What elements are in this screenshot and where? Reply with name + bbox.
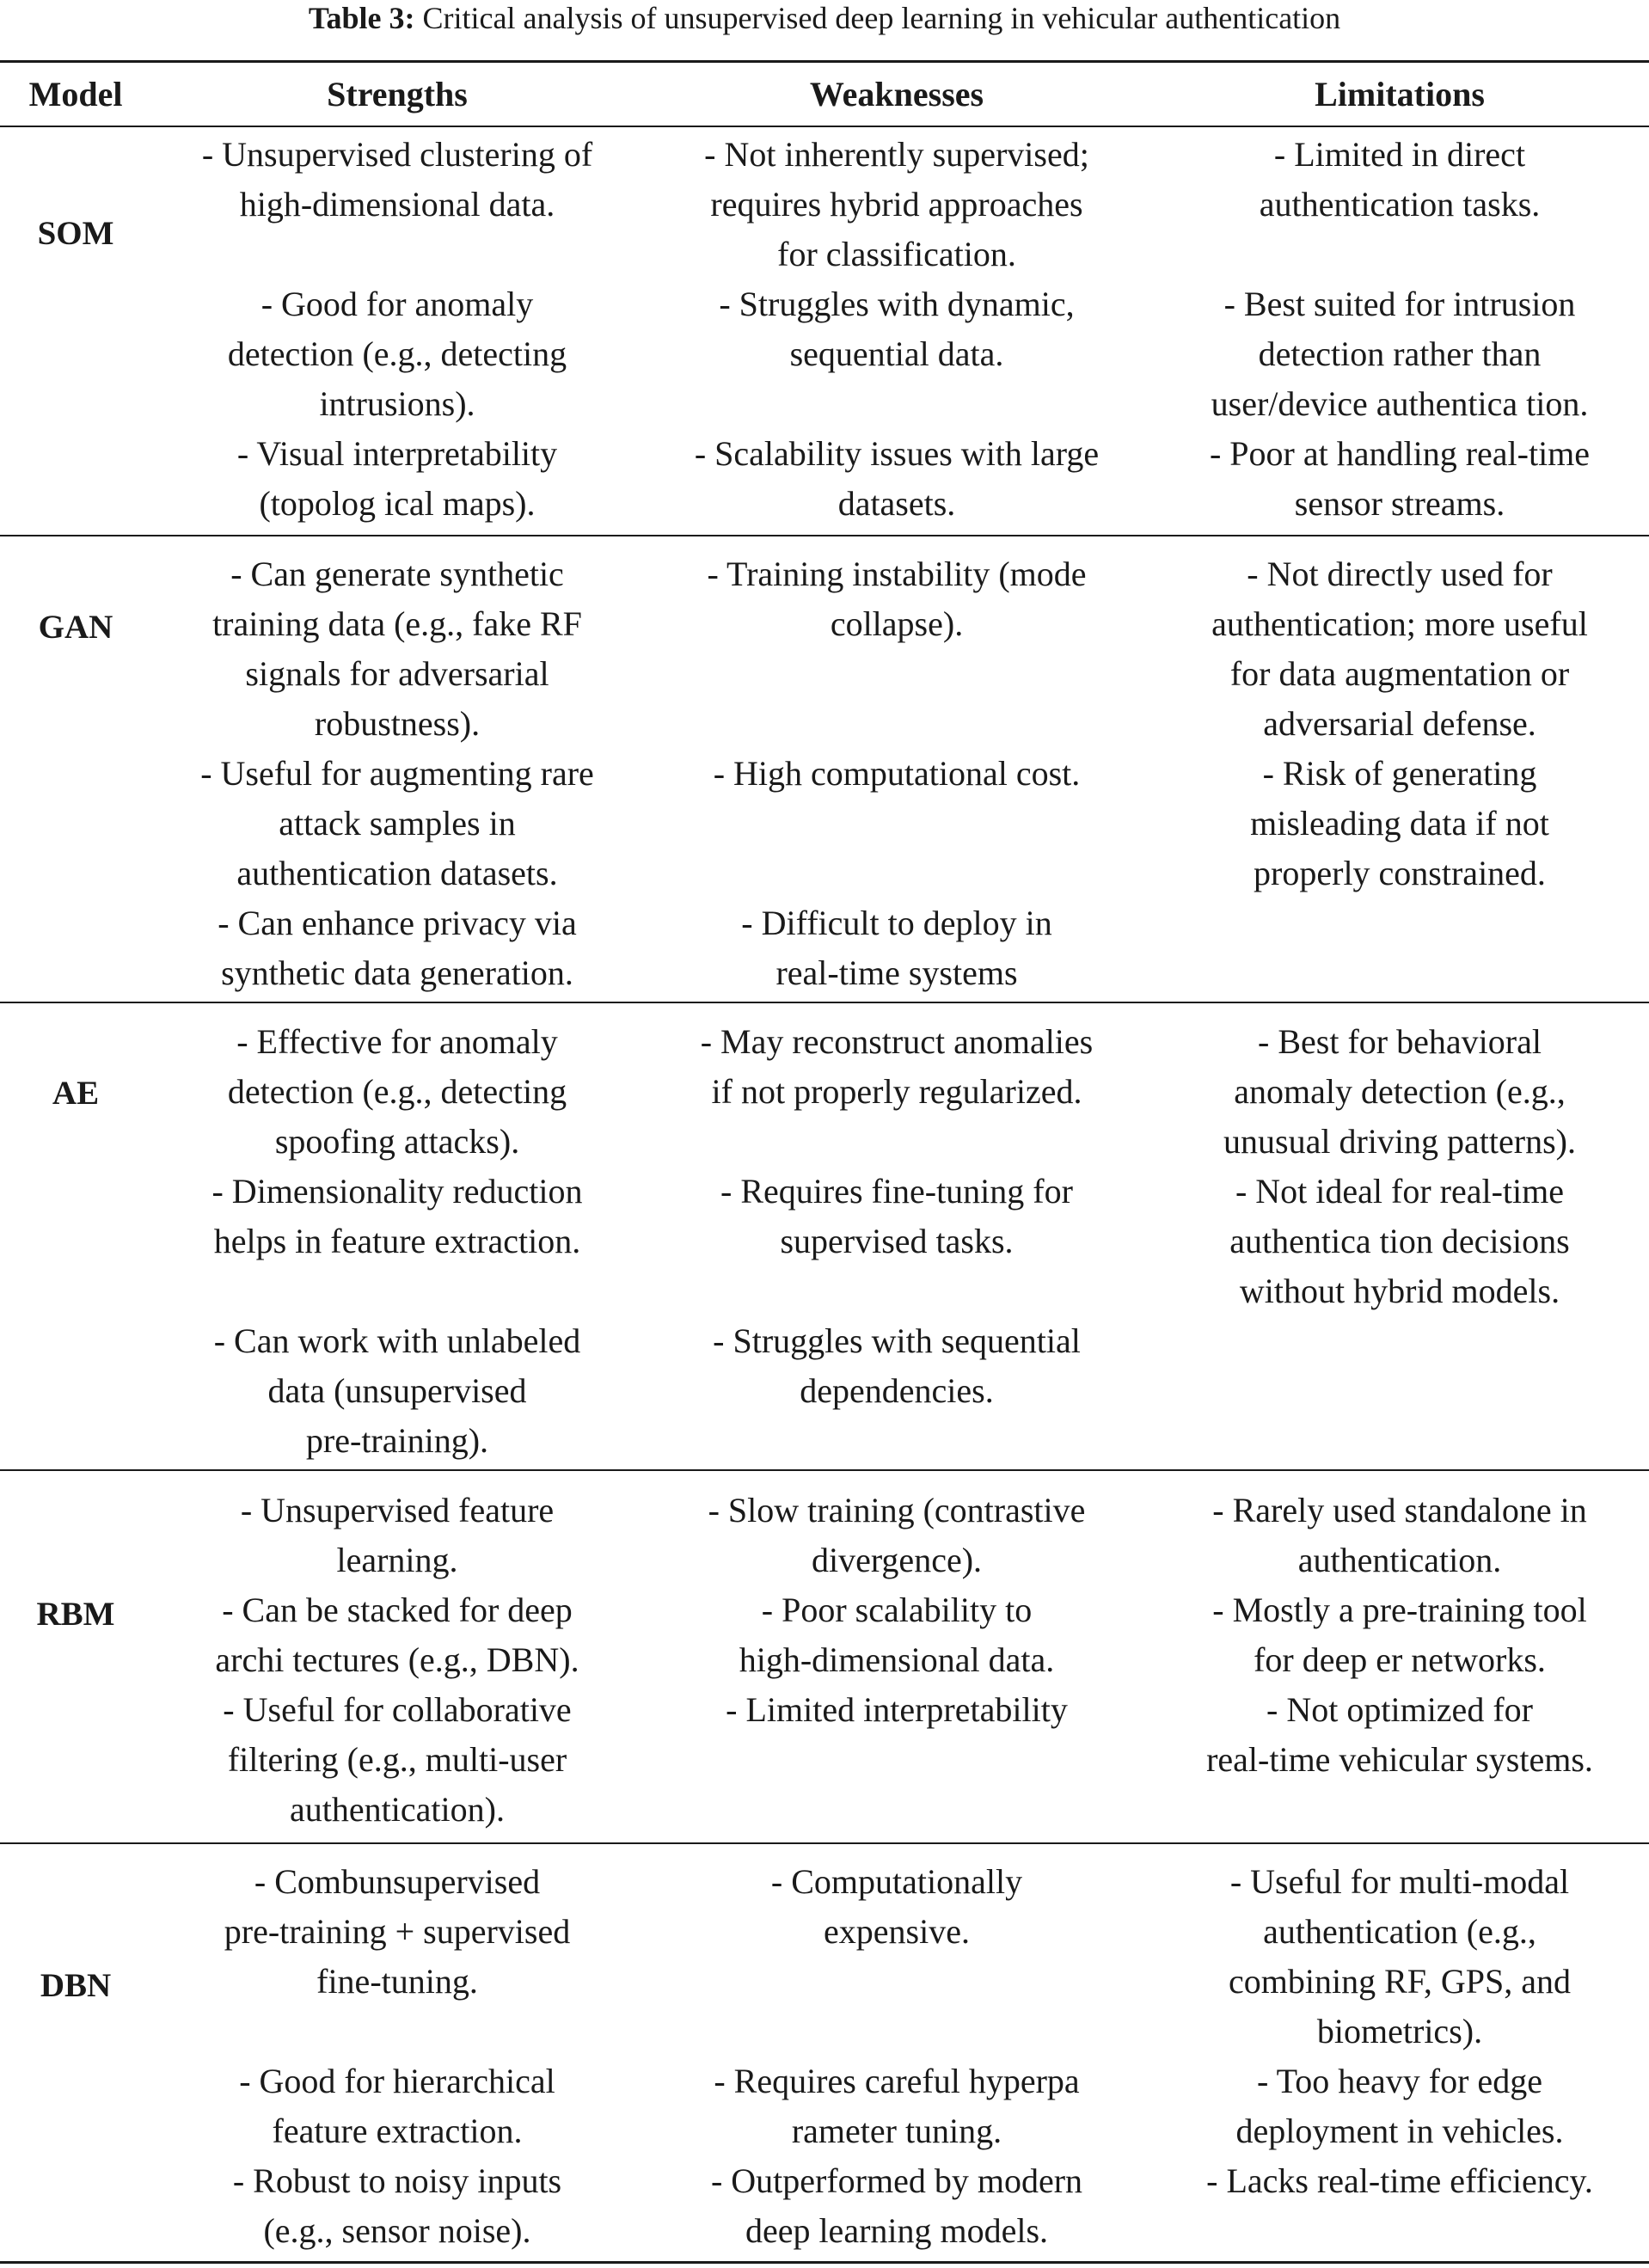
- cell-line: sequential data.: [789, 334, 1004, 373]
- cell-line: archi tectures (e.g., DBN).: [215, 1640, 579, 1679]
- cell-line: - Unsupervised clustering of: [201, 135, 593, 174]
- row-rbm-strengths-item: [151, 1486, 643, 1585]
- cell-line: spoofing attacks).: [274, 1122, 520, 1161]
- row-rbm-limitations-item: [1150, 1585, 1649, 1685]
- cell-line: sensor streams.: [1294, 484, 1505, 523]
- cell-line: rameter tuning.: [791, 2112, 1002, 2150]
- cell-line: for deep er networks.: [1254, 1640, 1546, 1679]
- header-model: Model: [28, 75, 123, 113]
- row-ae-bottom-rule: [0, 1469, 1649, 1471]
- cell-line: - Poor scalability to: [761, 1591, 1033, 1629]
- row-rbm-weaknesses-item: [643, 1585, 1150, 1685]
- cell-line: - Combunsupervised: [254, 1862, 541, 1901]
- cell-line: signals for adversarial: [245, 654, 549, 693]
- cell-line: adversarial defense.: [1263, 704, 1536, 743]
- cell-line: biometrics).: [1316, 2012, 1483, 2050]
- cell-line: pre-training + supervised: [224, 1912, 571, 1951]
- row-gan-limitations-item: [1150, 549, 1649, 749]
- cell-line: authentication tasks.: [1259, 185, 1541, 224]
- cell-line: - Difficult to deploy in: [741, 904, 1052, 942]
- cell-line: authentica tion decisions: [1229, 1222, 1570, 1260]
- cell-line: - Useful for collaborative: [223, 1690, 572, 1729]
- cell-line: - Robust to noisy inputs: [232, 2161, 562, 2200]
- cell-line: training data (e.g., fake RF: [212, 604, 582, 643]
- header-weaknesses: Weaknesses: [809, 75, 984, 113]
- row-som-model: SOM: [37, 215, 114, 252]
- row-gan-strengths-item: [151, 898, 643, 998]
- cell-line: properly constrained.: [1254, 854, 1546, 892]
- cell-line: - Requires careful hyperpa: [714, 2062, 1080, 2100]
- cell-line: fine-tuning.: [316, 1962, 478, 2001]
- row-dbn-strengths-item: [151, 2156, 643, 2256]
- header-rule: [0, 126, 1649, 127]
- row-gan-weaknesses-item: [643, 749, 1150, 799]
- row-rbm-weaknesses-item: [643, 1685, 1150, 1735]
- cell-line: collapse).: [830, 604, 964, 643]
- cell-line: detection (e.g., detecting: [227, 1072, 567, 1111]
- cell-line: - Risk of generating: [1262, 754, 1537, 793]
- row-ae-weaknesses-item: [643, 1167, 1150, 1266]
- row-ae-weaknesses-item: [643, 1017, 1150, 1117]
- row-rbm-weaknesses-item: [643, 1486, 1150, 1585]
- table-caption: [0, 0, 1649, 36]
- cell-line: - Rarely used standalone in: [1212, 1491, 1587, 1529]
- cell-line: - Good for hierarchical: [239, 2062, 555, 2100]
- cell-line: user/device authentica tion.: [1211, 384, 1589, 423]
- cell-line: - Limited interpretability: [726, 1690, 1068, 1729]
- cell-line: authentication (e.g.,: [1263, 1912, 1536, 1951]
- row-dbn-bottom-rule: [0, 2261, 1649, 2264]
- cell-line: - Limited in direct: [1273, 135, 1526, 174]
- cell-line: learning.: [336, 1541, 458, 1579]
- cell-line: for data augmentation or: [1229, 654, 1570, 693]
- cell-line: unusual driving patterns).: [1223, 1122, 1576, 1161]
- cell-line: synthetic data generation.: [221, 953, 573, 992]
- cell-line: real-time vehicular systems.: [1206, 1740, 1593, 1779]
- cell-line: pre-training).: [305, 1421, 489, 1460]
- cell-line: - Dimensionality reduction: [211, 1172, 583, 1211]
- cell-line: - Good for anomaly: [261, 285, 534, 323]
- cell-line: authentication datasets.: [236, 854, 558, 892]
- caption-label: Table 3:: [308, 1, 415, 35]
- cell-line: - Struggles with dynamic,: [719, 285, 1075, 323]
- row-som-bottom-rule: [0, 535, 1649, 536]
- cell-line: - Struggles with sequential: [713, 1321, 1081, 1360]
- cell-line: combining RF, GPS, and: [1229, 1962, 1571, 2001]
- row-dbn-limitations-item: [1150, 2156, 1649, 2206]
- cell-line: - Outperformed by modern: [710, 2161, 1083, 2200]
- row-dbn-limitations-item: [1150, 2057, 1649, 2156]
- row-gan-model: GAN: [38, 609, 113, 646]
- cell-line: - Scalability issues with large: [694, 434, 1100, 473]
- row-som-strengths-item: [151, 279, 643, 429]
- cell-line: - Best for behavioral: [1258, 1022, 1542, 1061]
- cell-line: - Can be stacked for deep: [222, 1591, 573, 1629]
- row-dbn-strengths-item: [151, 2057, 643, 2156]
- cell-line: deep learning models.: [745, 2211, 1049, 2250]
- caption-text: Critical analysis of unsupervised deep learning in vehicular authentication: [414, 1, 1341, 35]
- cell-line: intrusions).: [319, 384, 475, 423]
- row-dbn-weaknesses-item: [643, 2057, 1150, 2156]
- cell-line: detection (e.g., detecting: [227, 334, 567, 373]
- row-ae-limitations-item: [1150, 1167, 1649, 1316]
- row-gan-bottom-rule: [0, 1002, 1649, 1003]
- cell-line: high-dimensional data.: [739, 1640, 1055, 1679]
- row-ae-model: AE: [52, 1075, 100, 1112]
- cell-line: - High computational cost.: [713, 754, 1081, 793]
- cell-line: feature extraction.: [272, 2112, 523, 2150]
- cell-line: - Can work with unlabeled: [213, 1321, 581, 1360]
- cell-line: - Useful for multi-modal: [1229, 1862, 1570, 1901]
- row-rbm-limitations-item: [1150, 1685, 1649, 1785]
- row-som-weaknesses-item: [643, 429, 1150, 529]
- cell-line: high-dimensional data.: [239, 185, 555, 224]
- row-som-limitations-item: [1150, 130, 1649, 230]
- cell-line: without hybrid models.: [1239, 1272, 1560, 1310]
- cell-line: real-time systems: [775, 953, 1018, 992]
- row-gan-limitations-item: [1150, 749, 1649, 898]
- row-ae-weaknesses-item: [643, 1316, 1150, 1416]
- row-som-weaknesses-item: [643, 279, 1150, 379]
- row-som-strengths-item: [151, 429, 643, 529]
- row-dbn-model: DBN: [40, 1967, 112, 2004]
- cell-line: - Effective for anomaly: [236, 1022, 558, 1061]
- cell-line: divergence).: [811, 1541, 983, 1579]
- cell-line: if not properly regularized.: [711, 1072, 1082, 1111]
- cell-line: - Visual interpretability: [236, 434, 558, 473]
- cell-line: authentication; more useful: [1211, 604, 1588, 643]
- cell-line: misleading data if not: [1250, 804, 1549, 843]
- cell-line: authentication.: [1297, 1541, 1502, 1579]
- header-limitations: Limitations: [1315, 75, 1485, 113]
- row-rbm-model: RBM: [36, 1596, 115, 1633]
- row-ae-strengths-item: [151, 1316, 643, 1466]
- cell-line: - Requires fine-tuning for: [720, 1172, 1073, 1211]
- row-som-strengths-item: [151, 130, 643, 230]
- cell-line: - Training instability (mode: [707, 555, 1087, 593]
- cell-line: authentication).: [290, 1790, 505, 1829]
- cell-line: - Slow training (contrastive: [708, 1491, 1086, 1529]
- header-strengths: Strengths: [327, 75, 468, 113]
- row-dbn-strengths-item: [151, 1857, 643, 2007]
- cell-line: - Not directly used for: [1247, 555, 1553, 593]
- row-rbm-limitations-item: [1150, 1486, 1649, 1585]
- row-dbn-weaknesses-item: [643, 2156, 1150, 2256]
- cell-line: - Too heavy for edge: [1257, 2062, 1542, 2100]
- cell-line: - Useful for augmenting rare: [200, 754, 594, 793]
- row-rbm-strengths-item: [151, 1585, 643, 1685]
- cell-line: - Can enhance privacy via: [218, 904, 577, 942]
- cell-line: expensive.: [824, 1912, 970, 1951]
- row-gan-weaknesses-item: [643, 549, 1150, 649]
- row-ae-strengths-item: [151, 1167, 643, 1266]
- cell-line: - Not ideal for real-time: [1235, 1172, 1565, 1211]
- row-ae-limitations-item: [1150, 1017, 1649, 1167]
- cell-line: helps in feature extraction.: [213, 1222, 581, 1260]
- cell-line: - Can generate synthetic: [230, 555, 564, 593]
- cell-line: - May reconstruct anomalies: [700, 1022, 1094, 1061]
- cell-line: data (unsupervised: [267, 1371, 527, 1410]
- table-top-rule: [0, 60, 1649, 63]
- cell-line: - Poor at handling real-time: [1209, 434, 1591, 473]
- row-gan-weaknesses-item: [643, 898, 1150, 998]
- cell-line: requires hybrid approaches: [710, 185, 1083, 224]
- row-dbn-limitations-item: [1150, 1857, 1649, 2057]
- cell-line: robustness).: [314, 704, 481, 743]
- cell-line: filtering (e.g., multi-user: [227, 1740, 567, 1779]
- cell-line: - Lacks real-time efficiency.: [1206, 2161, 1593, 2200]
- row-gan-strengths-item: [151, 549, 643, 749]
- cell-line: supervised tasks.: [780, 1222, 1014, 1260]
- cell-line: detection rather than: [1258, 334, 1542, 373]
- cell-line: - Best suited for intrusion: [1223, 285, 1576, 323]
- row-som-limitations-item: [1150, 429, 1649, 529]
- cell-line: - Not inherently supervised;: [704, 135, 1089, 174]
- cell-line: for classification.: [777, 235, 1016, 273]
- row-som-limitations-item: [1150, 279, 1649, 429]
- cell-line: attack samples in: [279, 804, 516, 843]
- cell-line: dependencies.: [800, 1371, 994, 1410]
- cell-line: (e.g., sensor noise).: [263, 2211, 531, 2250]
- cell-line: - Computationally: [770, 1862, 1023, 1901]
- cell-line: deployment in vehicles.: [1235, 2112, 1564, 2150]
- cell-line: - Unsupervised feature: [240, 1491, 555, 1529]
- row-rbm-strengths-item: [151, 1685, 643, 1835]
- row-som-weaknesses-item: [643, 130, 1150, 279]
- row-rbm-bottom-rule: [0, 1842, 1649, 1844]
- row-ae-strengths-item: [151, 1017, 643, 1167]
- cell-line: (topolog ical maps).: [259, 484, 536, 523]
- cell-line: anomaly detection (e.g.,: [1234, 1072, 1566, 1111]
- cell-line: datasets.: [837, 484, 956, 523]
- row-gan-strengths-item: [151, 749, 643, 898]
- cell-line: - Not optimized for: [1266, 1690, 1533, 1729]
- row-dbn-weaknesses-item: [643, 1857, 1150, 1957]
- cell-line: - Mostly a pre-training tool: [1212, 1591, 1587, 1629]
